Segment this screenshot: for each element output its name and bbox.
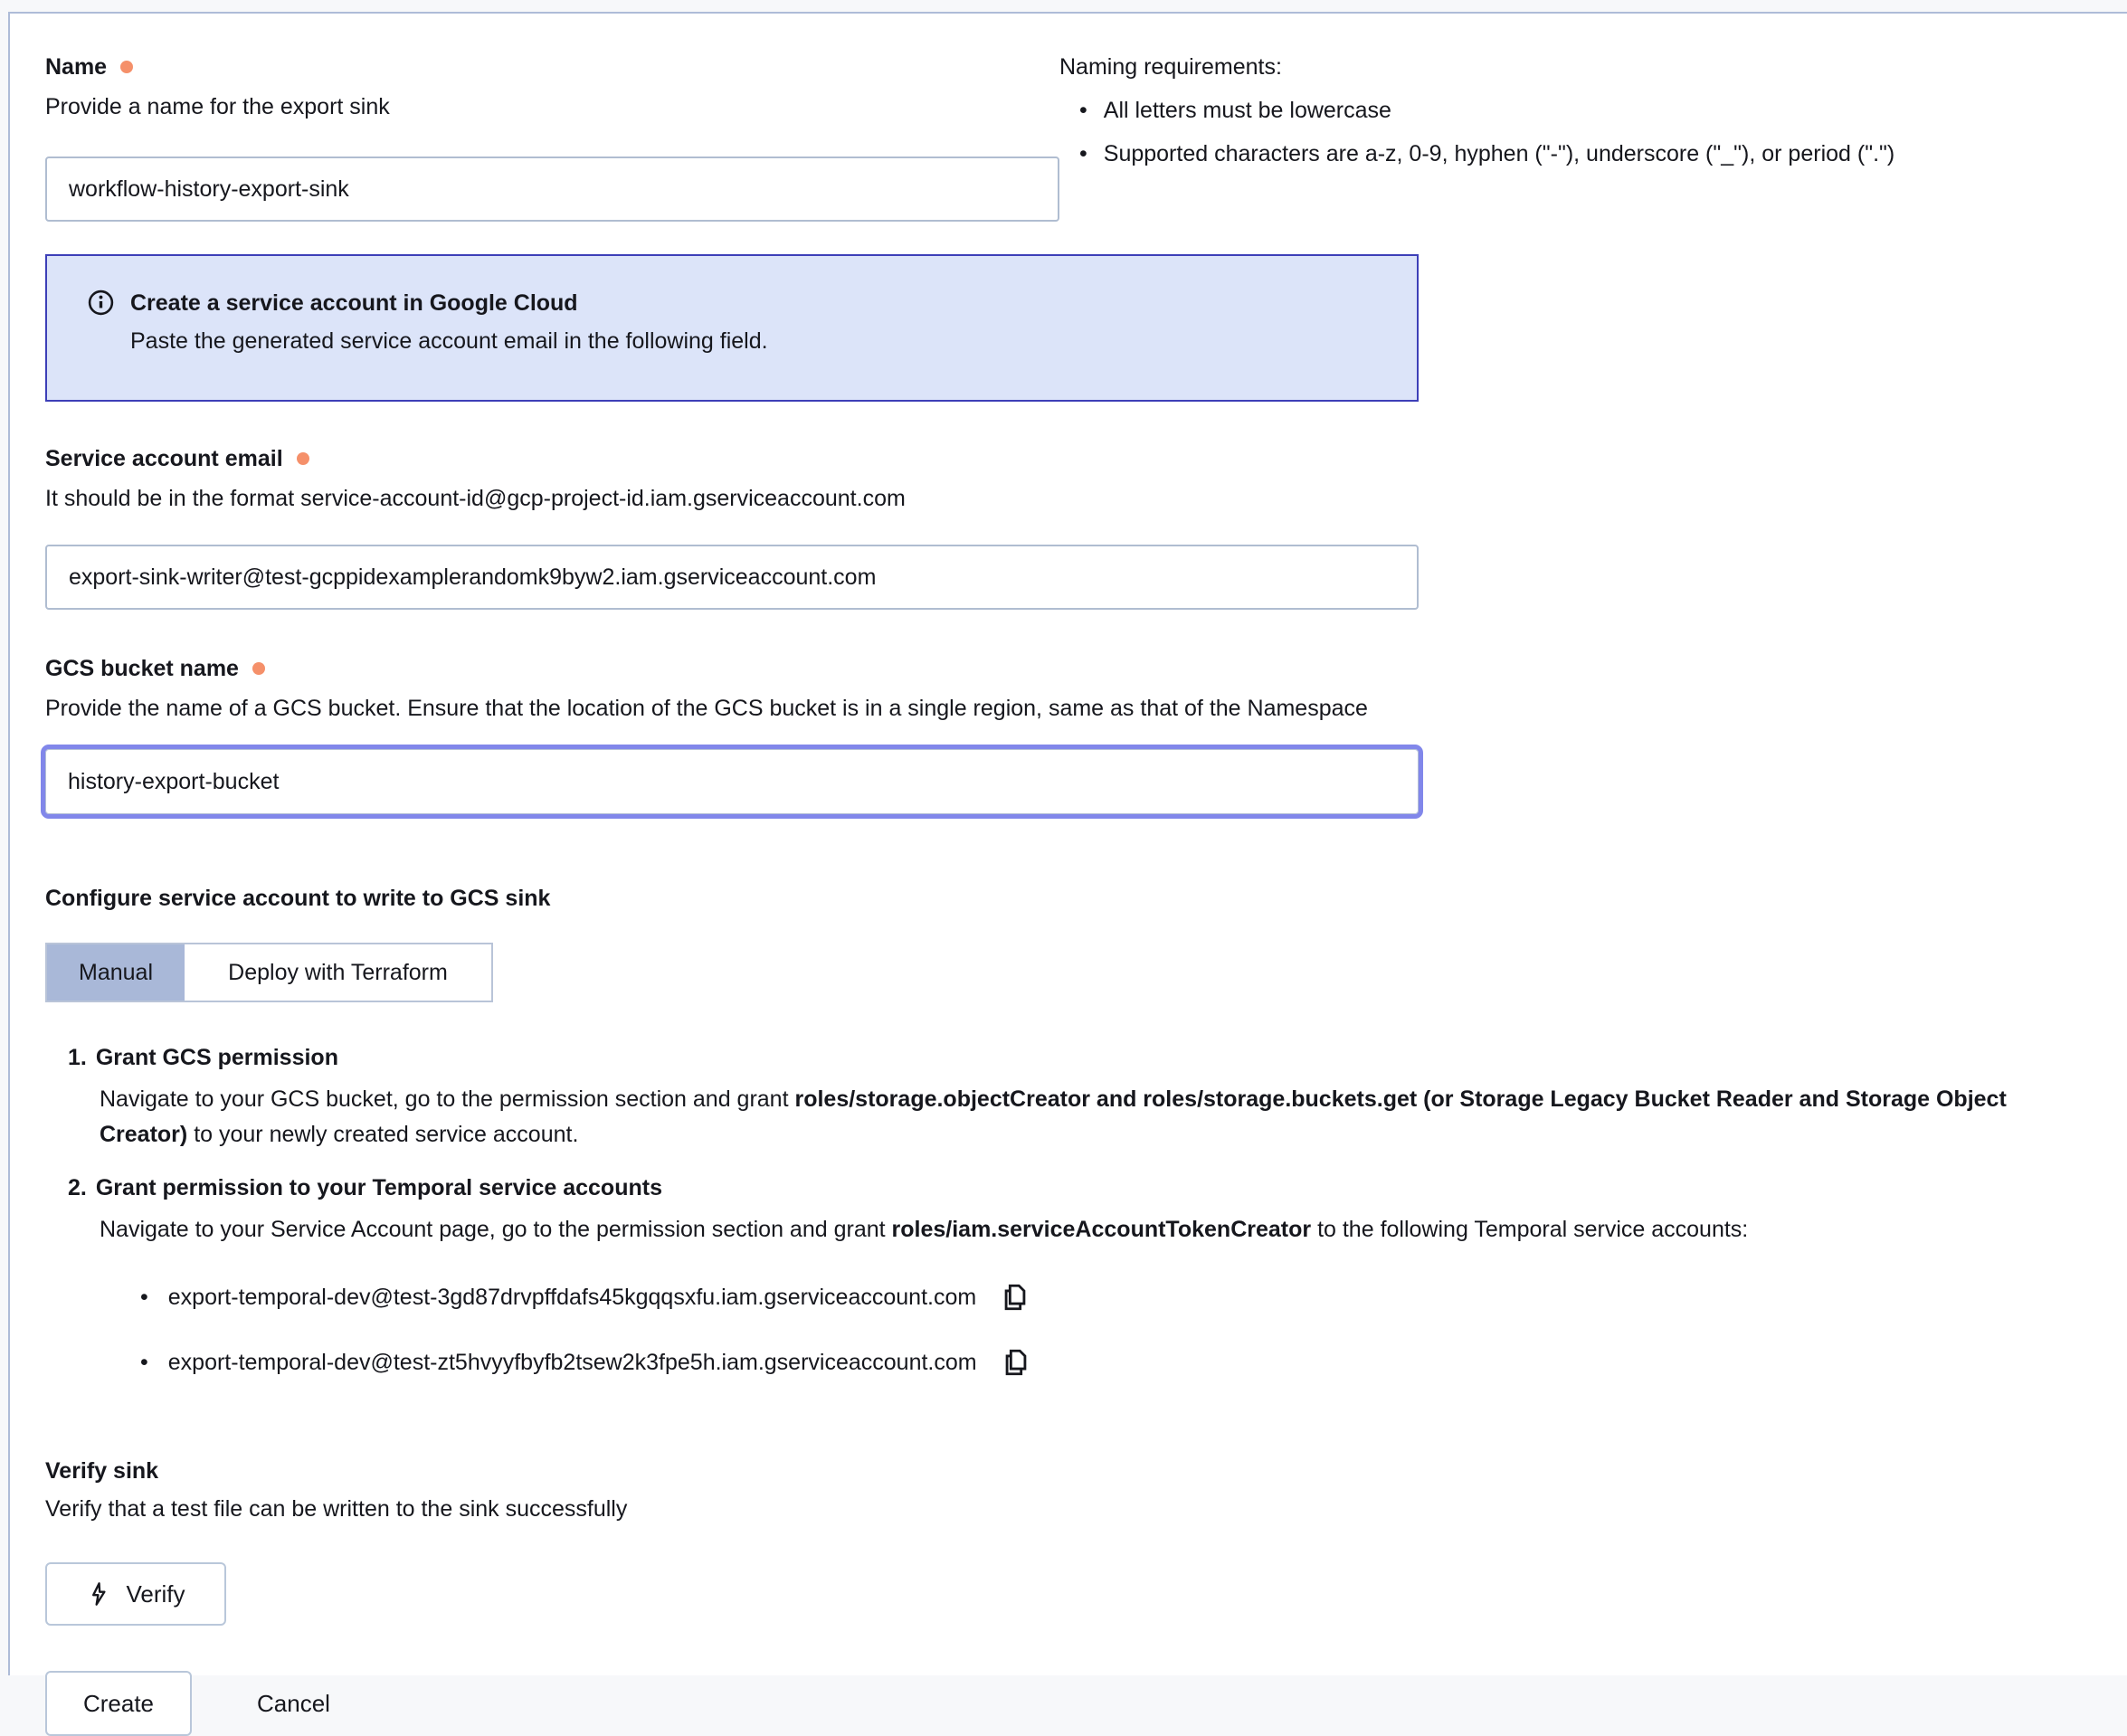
temporal-account-email: • export-temporal-dev@test-zt5hvyyfbyfb2tsew2k3fpe5h.iam.gserviceaccount.com: [167, 1350, 977, 1375]
configure-section-title: Configure service account to write to GCS sink: [45, 886, 551, 911]
naming-requirement-text: • Supported characters are a-z, 0-9, hyphen ("-"), underscore ("_"), or period ("."): [1103, 141, 1895, 166]
configure-method-tabs: [45, 943, 493, 1002]
service-account-email-input[interactable]: [45, 545, 1419, 610]
step-text: Navigate to your Service Account page, go to the permission section and grant: [100, 1217, 892, 1242]
manual-instructions: [45, 1044, 2127, 1378]
temporal-accounts-list: [140, 1282, 2127, 1378]
step-title: Grant permission to your Temporal service accounts: [95, 1175, 662, 1200]
list-item: [1059, 140, 2091, 167]
list-item: [140, 1282, 2127, 1313]
bucket-name-input[interactable]: [45, 749, 1419, 814]
naming-requirements-title: Naming requirements:: [1059, 54, 1282, 80]
name-label: Name: [45, 54, 108, 80]
verify-sink-section: [45, 1457, 2127, 1626]
step-number: 1.: [68, 1045, 87, 1070]
service-account-label: Service account email: [45, 446, 283, 471]
cancel-button[interactable]: [252, 1689, 336, 1719]
tab-label: Deploy with Terraform: [228, 959, 448, 985]
info-icon: [87, 289, 115, 317]
bucket-label: GCS bucket name: [45, 656, 239, 681]
info-banner-description: Paste the generated service account email in the following field.: [130, 328, 768, 354]
verify-button[interactable]: [45, 1562, 226, 1626]
service-account-field-group: [45, 445, 2127, 610]
info-banner-title: Create a service account in Google Cloud: [130, 289, 578, 316]
form-actions: [45, 1671, 2127, 1736]
bucket-field-group: [45, 655, 2127, 814]
create-button[interactable]: [45, 1671, 192, 1736]
step-text-emphasis: roles/storage.objectCreator and roles/storage.buckets.get (or Storage Legacy Bucket Reader and Storage Object Creator): [100, 1086, 2007, 1147]
zap-icon: [86, 1581, 111, 1607]
verify-button-label: Verify: [126, 1579, 185, 1608]
copy-button[interactable]: [1000, 1282, 1030, 1313]
name-field-group: [45, 53, 1059, 222]
service-account-info-banner: [45, 254, 1419, 402]
name-label-row: [45, 53, 1059, 81]
name-description: Provide a name for the export sink: [45, 94, 390, 119]
step-text-emphasis: roles/iam.serviceAccountTokenCreator: [891, 1217, 1312, 1242]
verify-sink-title: Verify sink: [45, 1458, 159, 1484]
naming-requirements: [1059, 53, 2091, 167]
step-text: to your newly created service account.: [187, 1122, 579, 1147]
verify-sink-description: Verify that a test file can be written to the sink successfully: [45, 1496, 628, 1522]
step-number: 2.: [68, 1175, 87, 1200]
name-and-requirements-row: [45, 53, 2127, 222]
list-item: [1059, 97, 2091, 124]
step-1-title-row: [68, 1044, 2127, 1071]
service-account-label-row: [45, 445, 2127, 472]
export-sink-form-panel: [8, 12, 2127, 1717]
tab-manual[interactable]: [47, 944, 185, 1001]
create-button-label: Create: [82, 1689, 155, 1717]
name-input[interactable]: [45, 157, 1059, 222]
step-text: Navigate to your GCS bucket, go to the permission section and grant: [100, 1086, 795, 1112]
tab-label: Manual: [79, 959, 153, 985]
bucket-label-row: [45, 655, 2127, 682]
step-text: to the following Temporal service accounts:: [1311, 1217, 1749, 1242]
step-1-body: [100, 1082, 2076, 1153]
step-2-body: [100, 1212, 2076, 1247]
service-account-description: It should be in the format service-account-id@gcp-project-id.iam.gserviceaccount.com: [45, 486, 906, 511]
required-indicator: [252, 662, 265, 675]
step-2-title-row: [68, 1174, 2127, 1201]
info-banner-title-row: [87, 289, 1390, 317]
cancel-button-label: Cancel: [257, 1689, 330, 1717]
naming-requirement-text: • All letters must be lowercase: [1103, 98, 1391, 123]
copy-icon: [1000, 1282, 1030, 1313]
copy-icon: [1001, 1347, 1031, 1378]
temporal-account-email: • export-temporal-dev@test-3gd87drvpffdafs45kgqqsxfu.iam.gserviceaccount.com: [167, 1285, 977, 1310]
required-indicator: [120, 61, 133, 73]
step-title: Grant GCS permission: [95, 1045, 338, 1070]
copy-button[interactable]: [1001, 1347, 1031, 1378]
required-indicator: [297, 452, 309, 465]
tab-deploy-with-terraform[interactable]: [185, 944, 491, 1001]
naming-requirements-list: [1059, 97, 2091, 167]
list-item: [140, 1347, 2127, 1378]
bucket-description: Provide the name of a GCS bucket. Ensure that the location of the GCS bucket is in a single region, same as that of the Namespace: [45, 696, 1368, 721]
